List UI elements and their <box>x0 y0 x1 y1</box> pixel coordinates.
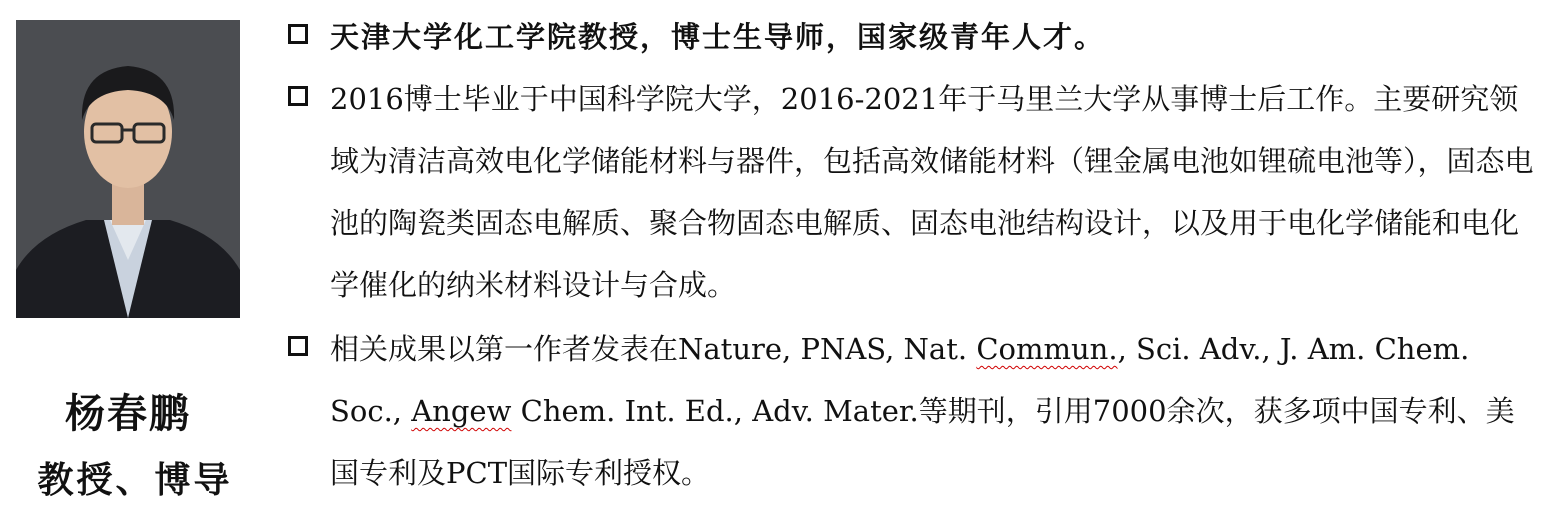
square-bullet-icon <box>288 86 308 106</box>
text-segment: Chem. Int. Ed., Adv. Mater.等期刊，引用7000余次，获多项中国专利、美国专利及PCT国际专利授权。 <box>330 394 1515 490</box>
portrait-photo <box>16 20 240 318</box>
bullet-item-position <box>288 6 1538 68</box>
bullet-text <box>330 318 1538 504</box>
text-segment: , Sci. Adv., J. Am. Chem. Soc., <box>330 332 1470 428</box>
profile-title: 教授、博导 <box>37 459 233 501</box>
spellcheck-word: Commun. <box>976 332 1118 366</box>
profile-name: 杨春鹏 <box>65 390 191 437</box>
bullet-text: 天津大学化工学院教授，博士生导师，国家级青年人才。 <box>330 20 1106 54</box>
spellcheck-word: Angew <box>411 394 512 428</box>
bullet-item-research <box>288 68 1538 316</box>
square-bullet-icon <box>288 24 308 44</box>
bullet-text: 2016博士毕业于中国科学院大学，2016-2021年于马里兰大学从事博士后工作。主要研究领域为清洁高效电化学储能材料与器件，包括高效储能材料（锂金属电池如锂硫电池等），固态电池的陶瓷类固态电解质、聚合物固态电解质、固态电池结构设计，以及用于电化学储能和电化学催化的纳米材料设计与合成。 <box>330 82 1534 302</box>
bullet-item-achievements <box>288 318 1538 504</box>
square-bullet-icon <box>288 336 308 356</box>
text-segment: 相关成果以第一作者发表在Nature, PNAS, Nat. <box>330 332 977 366</box>
